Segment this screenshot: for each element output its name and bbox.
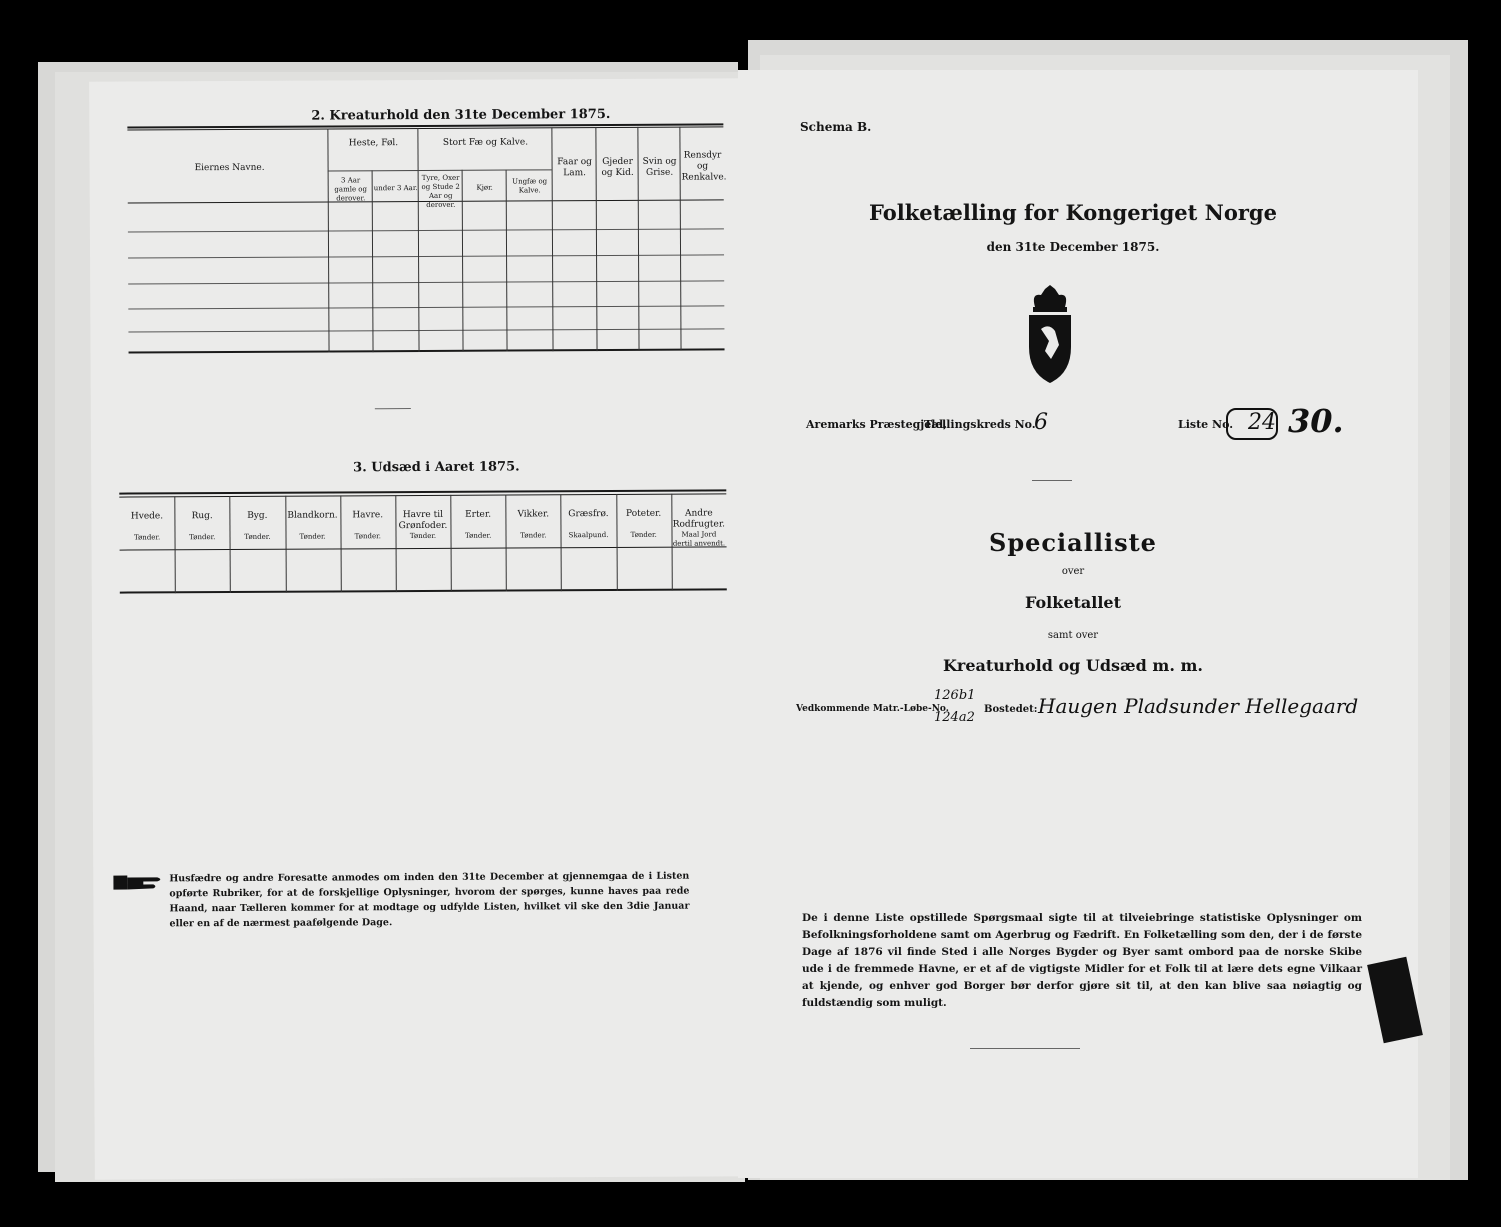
left-page — [89, 78, 755, 1179]
sowing-column-name: Havre. — [352, 510, 384, 521]
sowing-column-unit: Tønder. — [630, 530, 657, 539]
sowing-column-name: Rug. — [191, 511, 213, 522]
sowing-column-name: Erter. — [465, 509, 492, 520]
reindeer-header: Rensdyr og Renkalve. — [681, 150, 727, 183]
list-label: Liste No. — [1178, 418, 1234, 431]
calves-header: Ungfæ og Kalve. — [512, 177, 548, 195]
horses-young-header: under 3 Aar. — [373, 184, 418, 193]
sowing-column-unit: Tønder. — [409, 531, 437, 541]
list-number: 30. — [1288, 402, 1344, 440]
page-subtitle: den 31te December 1875. — [986, 240, 1160, 254]
kreaturhold-text: Kreaturhold og Udsæd m. m. — [943, 656, 1203, 675]
sowing-column-name: Hvede. — [130, 511, 164, 522]
sowing-column-name: Vikker. — [517, 509, 550, 520]
bosted-value: Haugen Pladsunder Hellegaard — [1038, 694, 1359, 718]
sowing-column-unit: Maal Jord dertil anvendt. — [672, 530, 726, 548]
divider-2 — [1032, 480, 1072, 481]
pointing-hand-icon — [113, 871, 165, 893]
intro-paragraph: De i denne Liste opstillede Spørgsmaal sigte til at tilveiebringe statistiske Oplysninger om Befolkningsforholdene samt om Agerbrug og Fædrift. En Folketælling som den, der i de første Dage af 1876 vil finde Sted i alle Norges Bygder og Byer samt ombord paa de norske Skibe ude i de fremmede Havne, er et af de vigtigste Midler for et Folk til at lære dets egne Vilkaar at kjende, og enhver god Borger bør derfor gjøre sit til, at den kan blive saa nøiagtig og fuldstændig som muligt. — [802, 912, 1362, 1009]
sowing-column-name: Græsfrø. — [568, 509, 609, 520]
notice-text: Husfædre og andre Foresatte anmodes om inden den 31te December at gjennemgaa de i Listen opførte Rubriker, for at de forskjellige Oplysninger, hvorom der spørges, kunne haves paa rede Haand, naar Tælleren kommer for at modtage og udfylde Listen, hvilket vil ske den 3die Januar eller en af de nærmest paafølgende Dage. — [169, 870, 690, 930]
sowing-column-unit: Tønder. — [189, 533, 216, 542]
district-value: 6 — [1034, 410, 1048, 435]
section2-title: 2. Kreaturhold den 31te December 1875. — [311, 107, 611, 124]
right-page — [738, 70, 1418, 1178]
matr-value-1: 126b1 — [934, 688, 976, 703]
sowing-column-unit: Tønder. — [244, 532, 271, 541]
bosted-label: Bostedet: — [984, 704, 1038, 715]
specialliste-heading: Specialliste — [989, 528, 1157, 557]
sowing-column-unit: Tønder. — [354, 532, 381, 541]
schema-label: Schema B. — [800, 120, 872, 134]
owner-column-header: Eiernes Navne. — [194, 162, 265, 174]
folketallet-text: Folketallet — [1025, 593, 1121, 612]
list-number-struck: 24 — [1248, 410, 1276, 435]
sowing-column-name: Byg. — [247, 510, 268, 521]
cattle-group-header: Stort Fæ og Kalve. — [442, 137, 529, 148]
sowing-column-unit: Skaalpund. — [568, 531, 609, 540]
sowing-column-name: Andre Rodfrugter. — [672, 508, 726, 530]
sowing-column-name: Blandkorn. — [287, 510, 338, 521]
pigs-header: Svin og Grise. — [642, 156, 677, 178]
section3-title: 3. Udsæd i Aaret 1875. — [353, 459, 520, 476]
sowing-column-unit: Tønder. — [133, 533, 161, 542]
parish-label: Aremarks Præstegjeld, — [806, 418, 947, 431]
sowing-column-unit: Tønder. — [465, 531, 492, 540]
sowing-column-name: Havre til Grønfoder. — [398, 509, 448, 532]
matr-label: Vedkommende Matr.-Løbe-No. — [796, 704, 949, 714]
horses-adult-header: 3 Aar gamle og derover. — [334, 176, 368, 203]
cows-header: Kjør. — [476, 183, 493, 192]
coat-of-arms-icon — [1021, 285, 1079, 385]
over-text: over — [1061, 566, 1085, 577]
page-title: Folketælling for Kongeriget Norge — [869, 200, 1277, 225]
horses-group-header: Heste, Føl. — [348, 138, 399, 149]
sowing-column-unit: Tønder. — [520, 531, 547, 540]
goats-header: Gjeder og Kid. — [601, 156, 634, 179]
divider — [375, 408, 411, 409]
sowing-column-name: Poteter. — [625, 508, 662, 519]
bulls-header: Tyre, Oxer og Stude 2 Aar og derover. — [421, 173, 460, 209]
matr-value-2: 124a2 — [934, 710, 975, 725]
sheep-header: Faar og Lam. — [557, 157, 592, 179]
samt-over-text: samt over — [1047, 630, 1099, 641]
sowing-column-unit: Tønder. — [299, 532, 326, 541]
divider-3 — [970, 1048, 1080, 1049]
district-label: Tællingskreds No. — [924, 418, 1036, 431]
